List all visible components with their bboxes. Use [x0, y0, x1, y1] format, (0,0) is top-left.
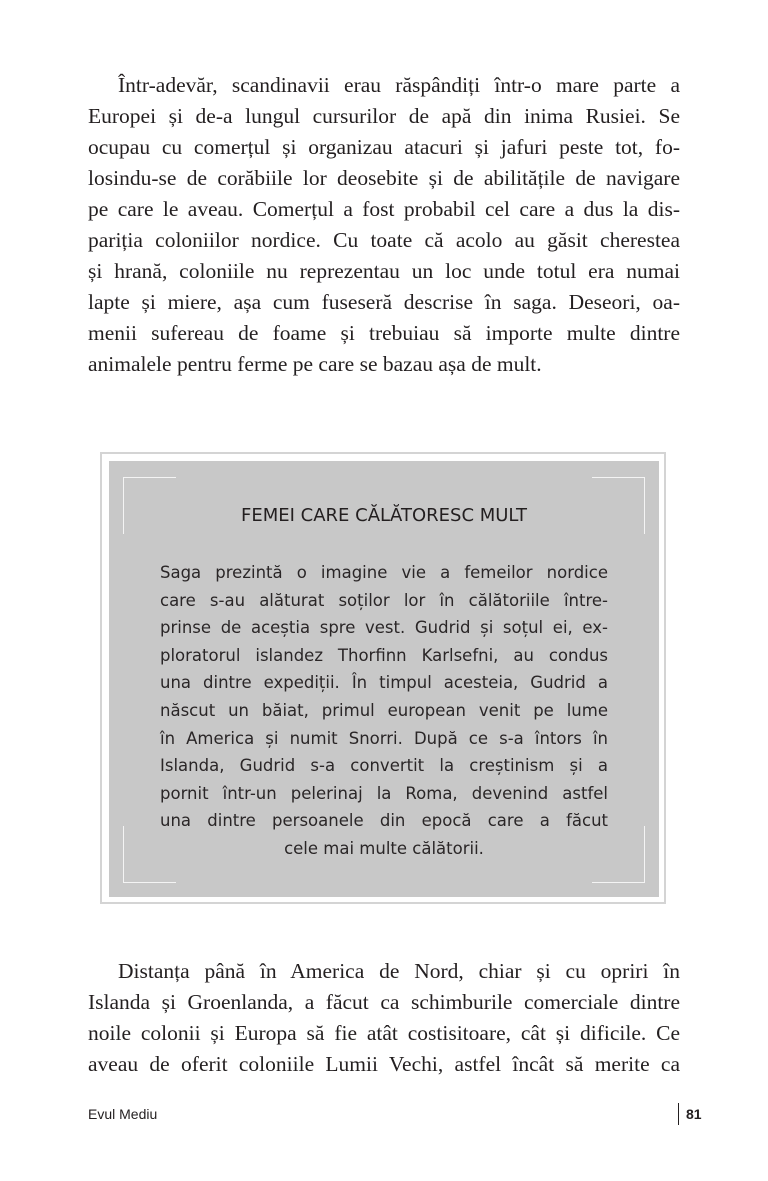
running-footer-title: Evul Mediu	[88, 1106, 158, 1122]
text-line: Distanța până în America de Nord, chiar și cu opriri în	[118, 959, 680, 983]
text-line: ocupau cu comerțul și organizau atacuri și jafuri peste tot, fo-	[88, 135, 680, 159]
box-text-line: Islanda, Gudrid s-a convertit la creștinism și a	[160, 756, 608, 776]
text-line: Islanda și Groenlanda, a făcut ca schimburile comerciale dintre	[88, 990, 680, 1014]
text-line: și hrană, coloniile nu reprezentau un loc unde totul era numai	[88, 259, 680, 283]
text-line: noile colonii și Europa să fie atât costisitoare, cât și dificile. Ce	[88, 1021, 680, 1045]
box-text-line: una dintre persoanele din epocă care a făcut	[160, 811, 608, 831]
text-line: losindu-se de corăbiile lor deosebite și de abilitățile de navigare	[88, 166, 680, 190]
box-text-line: prinse de aceștia spre vest. Gudrid și soțul ei, ex-	[160, 618, 608, 638]
box-text-line: ploratorul islandez Thorfinn Karlsefni, au condus	[160, 645, 608, 665]
sidebar-box	[109, 461, 659, 897]
page-number: 81	[686, 1106, 702, 1122]
text-line: pariția coloniilor nordice. Cu toate că acolo au găsit cherestea	[88, 228, 680, 252]
box-text-line: născut un băiat, primul european venit pe lume	[160, 700, 608, 720]
text-line: Europei și de-a lungul cursurilor de apă din inima Rusiei. Se	[88, 104, 680, 128]
text-line: pe care le aveau. Comerțul a fost probabil cel care a dus la dis-	[88, 197, 680, 221]
text-line: animalele pentru ferme pe care se bazau așa de mult.	[88, 352, 542, 376]
footer-divider	[678, 1103, 679, 1125]
box-text-line: cele mai multe călătorii.	[284, 838, 484, 858]
sidebar-box-title: FEMEI CARE CĂLĂTORESC MULT	[241, 505, 527, 526]
body-paragraph-1	[88, 70, 680, 380]
box-text-line: care s-au alăturat soților lor în călătoriile între-	[160, 590, 608, 610]
box-text-line: pornit într-un pelerinaj la Roma, devenind astfel	[160, 783, 608, 803]
text-line: Într-adevăr, scandinavii erau răspândiți într-o mare parte a	[118, 73, 680, 97]
box-text-line: în America și numit Snorri. După ce s-a întors în	[160, 728, 608, 748]
sidebar-box-body	[160, 559, 608, 863]
text-line: aveau de oferit coloniile Lumii Vechi, astfel încât să merite ca	[88, 1052, 680, 1076]
text-line: menii sufereau de foame și trebuiau să importe multe dintre	[88, 321, 680, 345]
box-text-line: una dintre expediții. În timpul acesteia, Gudrid a	[160, 673, 608, 693]
text-line: lapte și miere, așa cum fuseseră descrise în saga. Deseori, oa-	[88, 290, 680, 314]
body-paragraph-2	[88, 956, 680, 1080]
box-text-line: Saga prezintă o imagine vie a femeilor nordice	[160, 563, 608, 582]
